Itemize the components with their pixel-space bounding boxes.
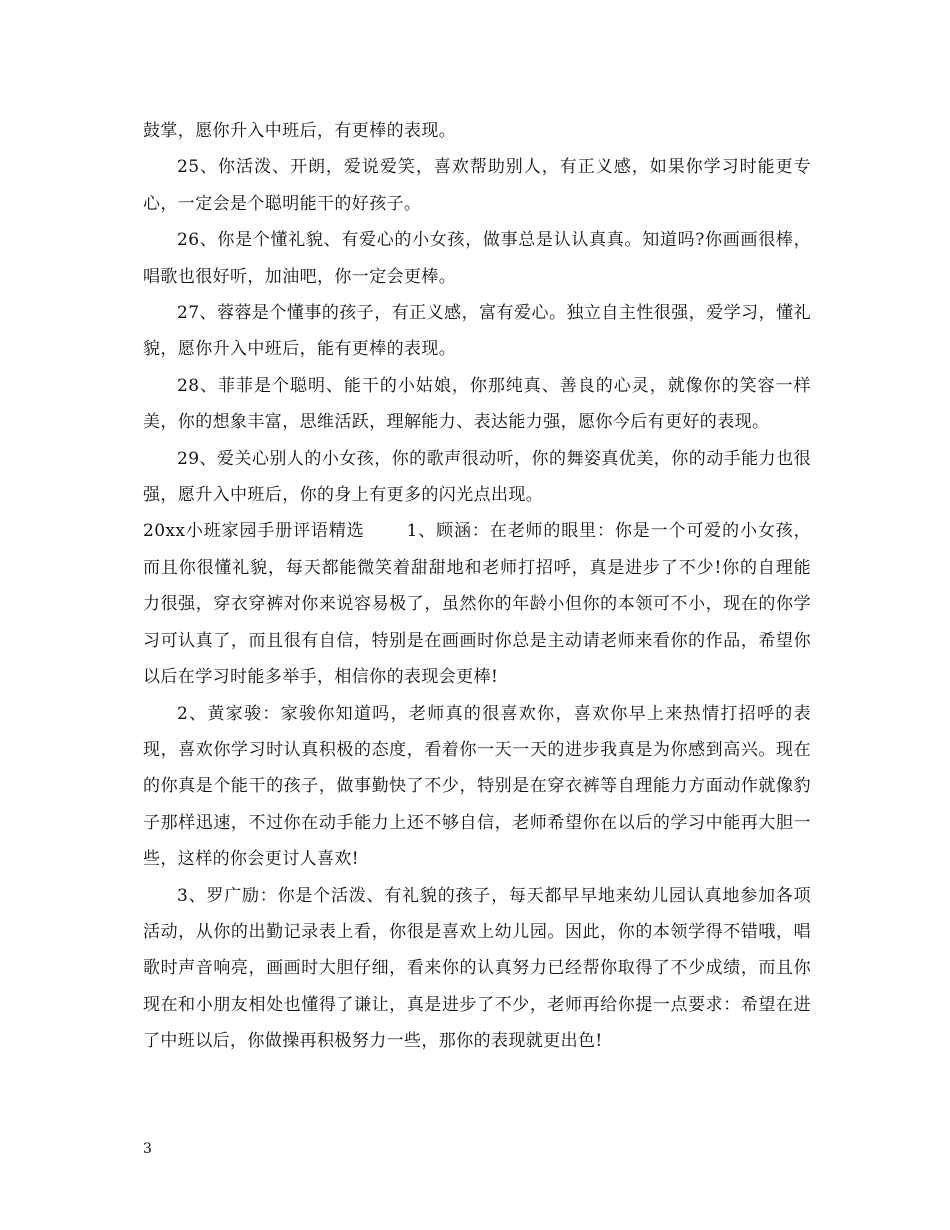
- paragraph-comment-28: 28、菲菲是个聪明、能干的小姑娘，你那纯真、善良的心灵，就像你的笑容一样美，你的想象丰富，思维活跃，理解能力、表达能力强，愿你今后有更好的表现。: [143, 375, 811, 433]
- paragraph-section-heading-comment-1: 20xx小班家园手册评语精选 1、顾涵：在老师的眼里：你是一个可爱的小女孩，而且你很懂礼貌，每天都能微笑着甜甜地和老师打招呼，真是进步了不少!你的自理能力很强，穿衣穿裤对你来说容易极了，虽然你的年龄小但你的本领可不小，现在的你学习可认真了，而且很有自信，特别是在画画时你总是主动请老师来看你的作品，希望你以后在学习时能多举手，相信你的表现会更棒!: [143, 521, 811, 688]
- page-number: 3: [143, 1141, 152, 1157]
- paragraph-comment-3: 3、罗广励：你是个活泼、有礼貌的孩子，每天都早早地来幼儿园认真地参加各项活动，从你的出勤记录表上看，你很是喜欢上幼儿园。因此，你的本领学得不错哦，唱歌时声音响亮，画画时大胆仔细，看来你的认真努力已经帮你取得了不少成绩，而且你现在和小朋友相处也懂得了谦让，真是进步了不少，老师再给你提一点要求：希望在进了中班以后，你做操再积极努力一些，那你的表现就更出色!: [143, 885, 811, 1052]
- paragraph-comment-27: 27、蓉蓉是个懂事的孩子，有正义感，富有爱心。独立自主性很强，爱学习，懂礼貌，愿你升入中班后，能有更棒的表现。: [143, 303, 811, 360]
- paragraph-comment-25: 25、你活泼、开朗，爱说爱笑，喜欢帮助别人，有正义感，如果你学习时能更专心，一定会是个聪明能干的好孩子。: [143, 157, 811, 214]
- paragraph-continuation: 鼓掌，愿你升入中班后，有更棒的表现。: [143, 121, 457, 141]
- document-body: [143, 113, 811, 1060]
- paragraph-comment-2: 2、黄家骏：家骏你知道吗，老师真的很喜欢你，喜欢你早上来热情打招呼的表现，喜欢你学习时认真积极的态度，看着你一天一天的进步我真是为你感到高兴。现在的你真是个能干的孩子，做事勤快了不少，特别是在穿衣裤等自理能力方面动作就像豹子那样迅速，不过你在动手能力上还不够自信，老师希望你在以后的学习中能再大胆一些，这样的你会更讨人喜欢!: [143, 703, 811, 870]
- paragraph-comment-26: 26、你是个懂礼貌、有爱心的小女孩，做事总是认认真真。知道吗?你画画很棒，唱歌也很好听，加油吧，你一定会更棒。: [143, 230, 811, 287]
- paragraph-comment-29: 29、爱关心别人的小女孩，你的歌声很动听，你的舞姿真优美，你的动手能力也很强，愿升入中班后，你的身上有更多的闪光点出现。: [143, 448, 811, 506]
